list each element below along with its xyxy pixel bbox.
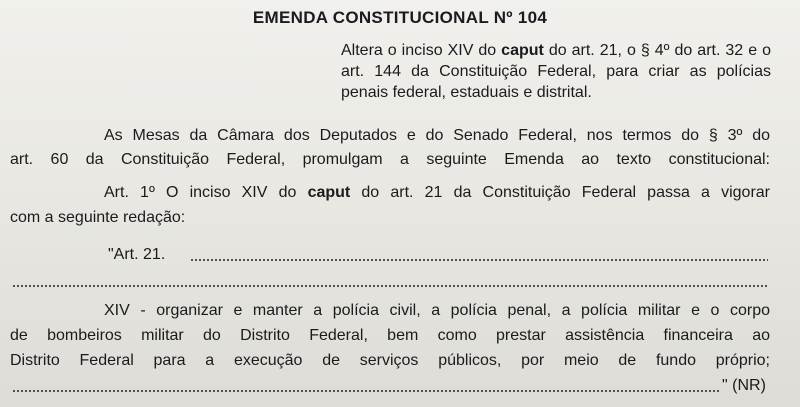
ementa-text-start: Altera o inciso XIV do bbox=[341, 42, 502, 59]
dotted-leader-2 bbox=[12, 285, 768, 287]
document-title: EMENDA CONSTITUCIONAL Nº 104 bbox=[252, 8, 548, 27]
art1-line-2: com a seguinte redação: bbox=[10, 209, 186, 226]
quote-start: "Art. 21. bbox=[108, 246, 166, 263]
preamble-line-1: As Mesas da Câmara dos Deputados e do Senado Federal, nos termos do § 3º do bbox=[104, 127, 770, 144]
art1-caput: caput bbox=[307, 184, 351, 201]
art1-line-1 bbox=[104, 184, 770, 202]
ementa-text-end: do art. 21, o § 4º do art. 32 e o art. 144 da Constituição Federal, para criar as polícias penais federal, estaduais e distrital. bbox=[341, 42, 771, 101]
art1-text-end: do art. 21 da Constituição Federal passa a vigorar bbox=[350, 184, 771, 201]
dotted-leader-3 bbox=[12, 390, 720, 392]
quote-end-nr: " (NR) bbox=[722, 377, 766, 394]
inciso-line-2: de bombeiros militar do Distrito Federal, bem como prestar assistência financeira ao bbox=[10, 327, 770, 344]
dotted-leader-1 bbox=[190, 259, 768, 261]
ementa bbox=[341, 40, 771, 103]
preamble-line-2: art. 60 da Constituição Federal, promulgam a seguinte Emenda ao texto constitucional: bbox=[10, 151, 770, 168]
art1-text-start: Art. 1º O inciso XIV do bbox=[104, 184, 308, 201]
ementa-caput: caput bbox=[501, 42, 544, 59]
inciso-line-3: Distrito Federal para a execução de serviços públicos, por meio de fundo próprio; bbox=[10, 352, 770, 369]
inciso-line-1: XIV - organizar e manter a polícia civil, a polícia penal, a polícia militar e o corpo bbox=[104, 302, 770, 319]
